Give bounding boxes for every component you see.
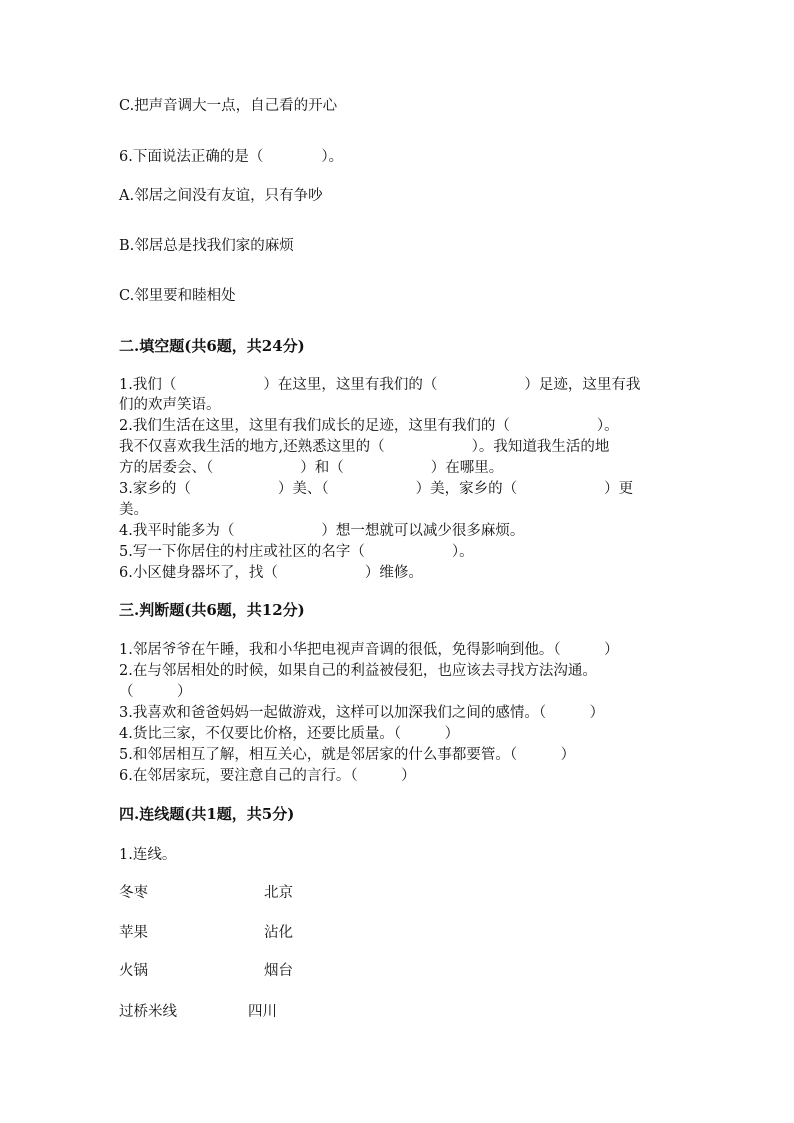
fill-blank-line: 5.写一下你居住的村庄或社区的名字（ ）。 <box>119 544 474 560</box>
fill-blank-line: 1.我们（ ）在这里，这里有我们的（ ）足迹，这里有我 <box>119 377 641 393</box>
q6-option-a: A.邻居之间没有友谊，只有争吵 <box>119 188 323 204</box>
match-left-item: 火锅 <box>119 963 148 979</box>
match-right-item: 沾化 <box>264 925 293 941</box>
match-left-item: 苹果 <box>119 925 148 941</box>
true-false-line: 1.邻居爷爷在午睡，我和小华把电视声音调的很低，免得影响到他。（ ） <box>119 642 619 658</box>
q6-option-b: B.邻居总是找我们家的麻烦 <box>119 238 294 254</box>
true-false-line: 4.货比三家，不仅要比价格，还要比质量。（ ） <box>119 726 460 742</box>
true-false-line: 3.我喜欢和爸爸妈妈一起做游戏，这样可以加深我们之间的感情。（ ） <box>119 705 605 721</box>
match-left-item: 冬枣 <box>119 885 148 901</box>
section-heading-fill-blank: 二.填空题(共6题，共24分) <box>119 337 305 355</box>
section-heading-matching: 四.连线题(共1题，共5分) <box>119 805 295 823</box>
fill-blank-line: 方的居委会、（ ）和（ ）在哪里。 <box>119 460 504 476</box>
fill-blank-line: 3.家乡的（ ）美、（ ）美，家乡的（ ）更 <box>119 481 634 497</box>
q6-stem: 6.下面说法正确的是（ ）。 <box>119 149 344 165</box>
fill-blank-line: 4.我平时能多为（ ）想一想就可以减少很多麻烦。 <box>119 523 525 539</box>
fill-blank-line: 6.小区健身器坏了，找（ ）维修。 <box>119 565 423 581</box>
q6-option-c: C.邻里要和睦相处 <box>119 288 236 304</box>
true-false-line: 5.和邻居相互了解，相互关心，就是邻居家的什么事都要管。（ ） <box>119 747 576 763</box>
fill-blank-line: 2.我们生活在这里，这里有我们成长的足迹，这里有我们的（ ）。 <box>119 418 619 434</box>
match-right-item: 北京 <box>264 885 293 901</box>
true-false-line: 2.在与邻居相处的时候，如果自己的利益被侵犯，也应该去寻找方法沟通。 <box>119 663 597 679</box>
q5-option-c: C.把声音调大一点，自己看的开心 <box>119 98 338 114</box>
true-false-line: 6.在邻居家玩，要注意自己的言行。（ ） <box>119 768 416 784</box>
match-right-item: 烟台 <box>264 963 293 979</box>
fill-blank-line: 们的欢声笑语。 <box>119 397 221 413</box>
section-heading-true-false: 三.判断题(共6题，共12分) <box>119 601 305 619</box>
match-right-item: 四川 <box>248 1004 277 1020</box>
true-false-line: （ ） <box>119 684 192 700</box>
fill-blank-line: 我不仅喜欢我生活的地方,还熟悉这里的（ ）。我知道我生活的地 <box>119 439 610 455</box>
match-left-item: 过桥米线 <box>119 1004 177 1020</box>
fill-blank-line: 美。 <box>119 502 148 518</box>
matching-question: 1.连线。 <box>119 847 177 863</box>
